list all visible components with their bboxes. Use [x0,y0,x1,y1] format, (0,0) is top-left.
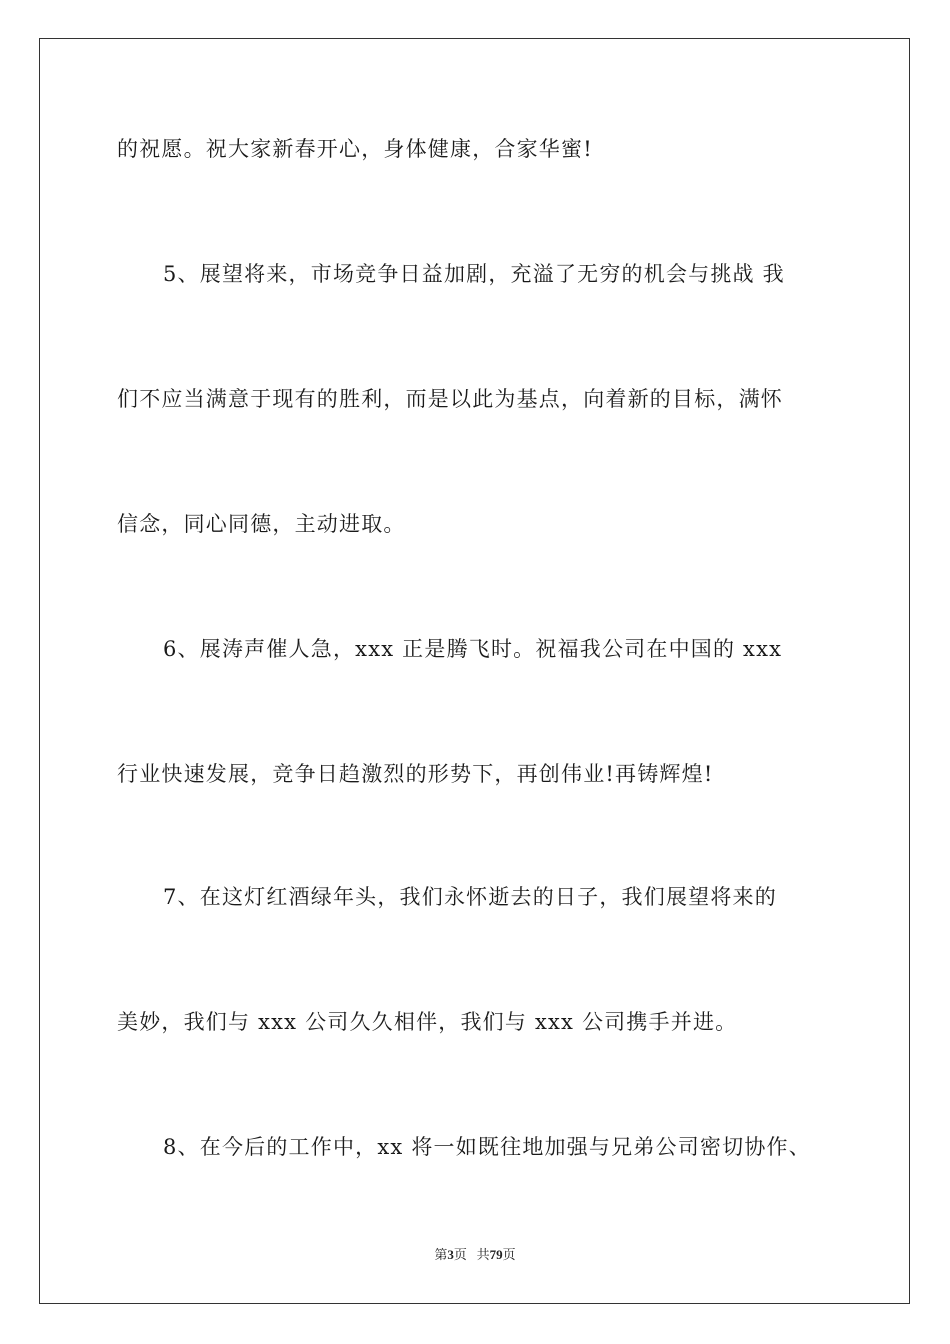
footer-total-pages: 79 [489,1247,503,1262]
paragraph-5-line-2: 们不应当满意于现有的胜利，而是以此为基点，向着新的目标，满怀 [117,387,783,411]
page-footer [0,1246,950,1264]
footer-page-unit: 页 [453,1247,467,1262]
paragraph-6-line-2: 行业快速发展，竞争日趋激烈的形势下，再创伟业!再铸辉煌! [117,762,714,786]
footer-page-label: 第 [434,1247,448,1262]
footer-total-label: 共 [476,1247,490,1262]
paragraph-5-line-3: 信念，同心同德，主动进取。 [117,512,406,536]
paragraph-8-line-1: 8、在今后的工作中，xx 将一如既往地加强与兄弟公司密切协作、 [163,1135,811,1159]
paragraph-7-line-2: 美妙，我们与 xxx 公司久久相伴，我们与 xxx 公司携手并进。 [117,1010,738,1034]
paragraph-6-line-1: 6、展涛声催人急，xxx 正是腾飞时。祝福我公司在中国的 xxx [163,637,783,661]
text-line: 的祝愿。祝大家新春开心，身体健康，合家华蜜! [117,137,593,161]
paragraph-7-line-1: 7、在这灯红酒绿年头，我们永怀逝去的日子，我们展望将来的 [163,885,777,909]
paragraph-5-line-1: 5、展望将来，市场竞争日益加剧，充溢了无穷的机会与挑战 我 [163,262,785,286]
footer-total-unit: 页 [502,1247,516,1262]
page-border [39,38,910,1304]
footer-page-number: 3 [447,1247,454,1262]
